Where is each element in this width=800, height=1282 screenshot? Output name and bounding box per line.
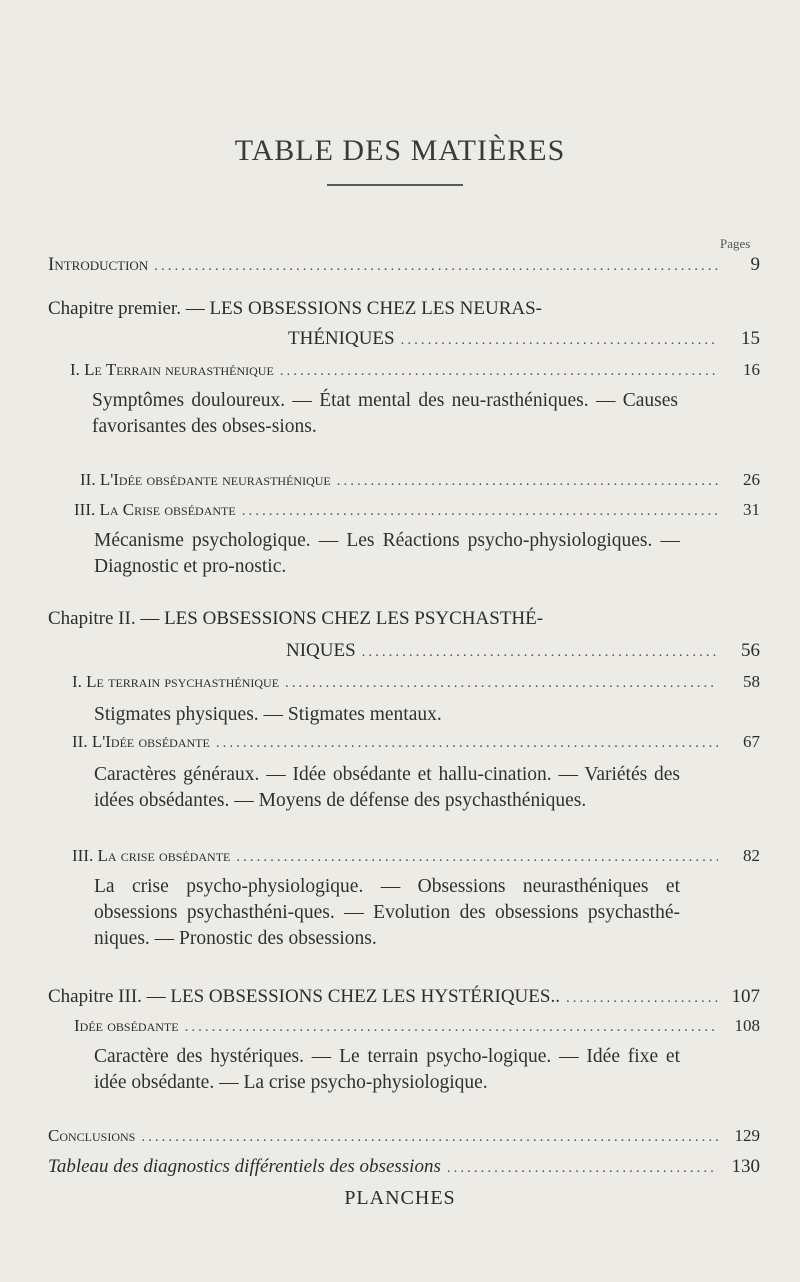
entry-label: III. La crise obsédante xyxy=(72,846,231,865)
section-description: La crise psycho-physiologique. — Obsessions neurasthéniques et obsessions psychasthéni-ques. — Evolution des obsessions psychasthé-niques. — Pronostic des obsessions. xyxy=(94,876,680,949)
toc-entry-ch3-section-1 xyxy=(74,1016,760,1036)
leader-dots xyxy=(185,1019,718,1036)
leader-dots xyxy=(447,1160,718,1177)
entry-page: 15 xyxy=(741,328,760,349)
leader-dots xyxy=(216,735,718,752)
entry-page: 9 xyxy=(750,254,760,275)
entry-label: III. La Crise obsédante xyxy=(74,500,236,519)
entry-label: II. L'Idée obsédante xyxy=(72,732,210,751)
entry-page: 56 xyxy=(741,640,760,661)
section-description: Stigmates physiques. — Stigmates mentaux. xyxy=(94,704,442,725)
entry-page: 130 xyxy=(731,1156,760,1177)
leader-dots xyxy=(141,1129,718,1146)
planches-heading: PLANCHES xyxy=(344,1187,456,1209)
entry-label: II. L'Idée obsédante neurasthénique xyxy=(80,470,331,489)
section-description: Caractère des hystériques. — Le terrain psycho-logique. — Idée fixe et idée obsédante. — La crise psycho-physiologique. xyxy=(94,1046,680,1093)
toc-entry-ch2-section-2 xyxy=(72,732,760,752)
toc-entry-ch2-section-3 xyxy=(72,846,760,866)
entry-page: 107 xyxy=(731,986,760,1007)
toc-entry-chapter-2 xyxy=(48,608,760,630)
entry-page: 108 xyxy=(734,1016,760,1035)
toc-entry-ch1-section-1 xyxy=(70,360,760,380)
entry-label: Introduction xyxy=(48,254,149,275)
entry-label: Conclusions xyxy=(48,1126,136,1145)
leader-dots xyxy=(285,675,718,692)
leader-dots xyxy=(566,990,718,1007)
entry-label-cont: NIQUES xyxy=(286,640,356,661)
entry-label: Tableau des diagnostics différentiels des obsessions xyxy=(48,1156,441,1177)
entry-label: I. Le terrain psychasthénique xyxy=(72,672,280,691)
leader-dots xyxy=(242,503,718,520)
pages-column-label: Pages xyxy=(720,236,751,251)
entry-page: 67 xyxy=(743,732,760,751)
leader-dots xyxy=(337,473,718,490)
toc-entry-tableau xyxy=(48,1156,760,1178)
entry-label: I. Le Terrain neurasthénique xyxy=(70,360,274,379)
leader-dots xyxy=(280,363,718,380)
page-title: TABLE DES MATIÈRES xyxy=(234,134,566,167)
leader-dots xyxy=(401,332,718,349)
toc-entry-chapter-1-cont xyxy=(288,328,760,350)
toc-entry-chapter-1 xyxy=(48,298,760,320)
entry-page: 16 xyxy=(743,360,760,379)
toc-entry-ch2-section-1 xyxy=(72,672,760,692)
entry-label: Chapitre III. — LES OBSESSIONS CHEZ LES HYSTÉRIQUES.. xyxy=(48,986,560,1007)
section-description: Symptômes douloureux. — État mental des neu-rasthéniques. — Causes favorisantes des obses-sions. xyxy=(92,390,678,437)
leader-dots xyxy=(362,644,718,661)
entry-page: 26 xyxy=(743,470,760,489)
entry-page: 82 xyxy=(743,846,760,865)
section-description: Caractères généraux. — Idée obsédante et hallu-cination. — Variétés des idées obsédantes. — Moyens de défense des psychasthéniques. xyxy=(94,764,680,811)
leader-dots xyxy=(236,849,718,866)
toc-entry-chapter-3 xyxy=(48,986,760,1008)
toc-entry-conclusions xyxy=(48,1126,760,1146)
entry-label: Idée obsédante xyxy=(74,1016,179,1035)
toc-entry-ch1-section-3 xyxy=(74,500,760,520)
entry-label: Chapitre II. — LES OBSESSIONS CHEZ LES PSYCHASTHÉ- xyxy=(48,608,544,629)
toc-entry-chapter-2-cont xyxy=(286,640,760,662)
section-description: Mécanisme psychologique. — Les Réactions psycho-physiologiques. — Diagnostic et pro-nostic. xyxy=(94,530,680,577)
entry-label-cont: THÉNIQUES xyxy=(288,328,395,349)
toc-entry-ch1-section-2 xyxy=(80,470,760,490)
leader-dots xyxy=(154,258,718,275)
entry-page: 129 xyxy=(734,1126,760,1145)
entry-label: Chapitre premier. — LES OBSESSIONS CHEZ LES NEURAS- xyxy=(48,298,542,319)
toc-entry-introduction xyxy=(48,254,760,276)
entry-page: 31 xyxy=(743,500,760,519)
entry-page: 58 xyxy=(743,672,760,691)
title-rule xyxy=(327,184,463,186)
